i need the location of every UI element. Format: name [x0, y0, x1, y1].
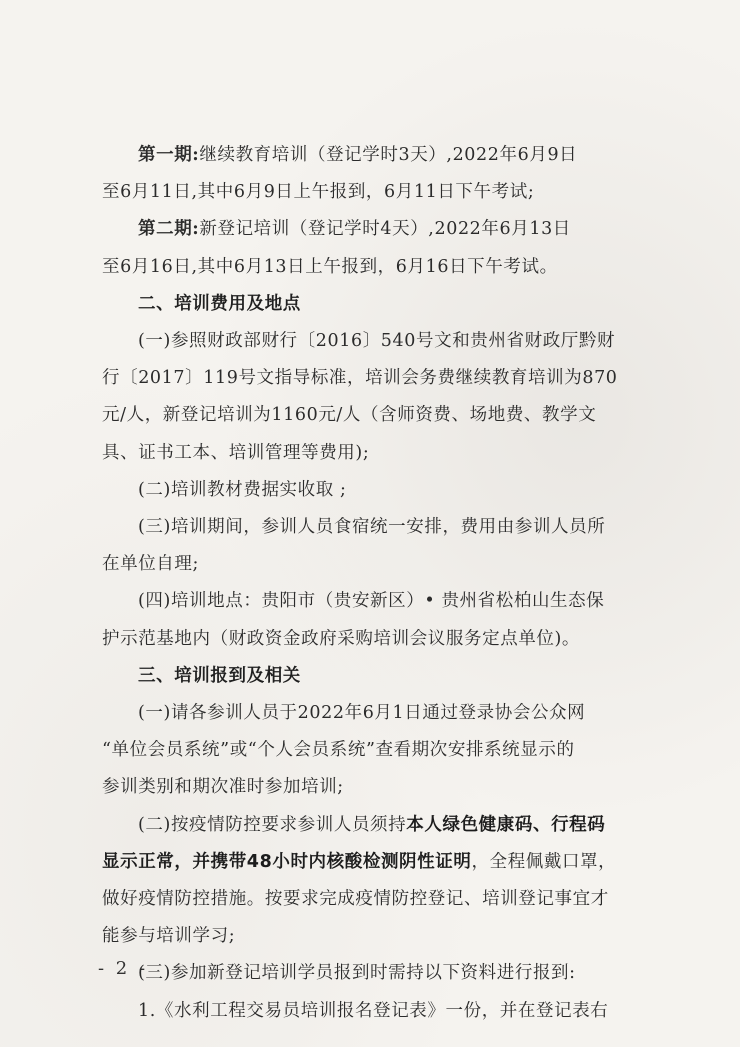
- reg-item-2-line-1: [138, 808, 642, 842]
- fee-item-2: (二)培训教材费据实收取 ;: [138, 479, 347, 500]
- fee-item-3-line-2: 在单位自理;: [102, 554, 199, 575]
- section-3-heading: 三、培训报到及相关: [138, 665, 301, 686]
- period-2-label: 第二期:: [138, 219, 200, 240]
- period-1-text: 继续教育培训（登记学时3天）,2022年6月9日: [199, 145, 578, 165]
- period-1-label: 第一期:: [138, 145, 200, 165]
- fee-item-1-line-2: 行〔2017〕119号文指导标准，培训会务费继续教育培训为870: [102, 368, 618, 389]
- period-1-line-1: [138, 138, 642, 172]
- fee-item-4-line-1: (四)培训地点：贵阳市（贵安新区）• 贵州省松柏山生态保: [138, 591, 605, 612]
- reg-item-2-line-2: [102, 845, 642, 879]
- period-2-text: 新登记培训（登记学时4天）,2022年6月13日: [199, 219, 571, 240]
- reg-item-2-line-4: 能参与培训学习;: [102, 926, 236, 947]
- fee-item-1-line-3: 元/人，新登记培训为1160元/人（含师资费、场地费、教学文: [102, 405, 597, 426]
- reg-item-1-line-1: (一)请各参训人员于2022年6月1日通过登录协会公众网: [138, 703, 586, 723]
- material-item-1-line-1: 1.《水利工程交易员培训报名登记表》一份，并在登记表右: [138, 1000, 609, 1021]
- period-2-line-1: [138, 212, 642, 246]
- fee-item-4-line-2: 护示范基地内（财政资金政府采购培训会议服务定点单位)。: [102, 628, 581, 649]
- period-2-line-2: 至6月16日,其中6月13日上午报到，6月16日下午考试。: [102, 256, 558, 277]
- reg-item-3-line-1: (三)参加新登记培训学员报到时需持以下资料进行报到:: [138, 963, 576, 984]
- reg-item-2-line-3: 做好疫情防控措施。按要求完成疫情防控登记、培训登记事宜才: [102, 889, 609, 909]
- reg-item-2-pre: (二)按疫情防控要求参训人员须持: [138, 814, 407, 835]
- period-1-line-2: 至6月11日,其中6月9日上午报到，6月11日下午考试;: [102, 182, 535, 203]
- reg-item-2-emphasis-1: 本人绿色健康码、行程码: [406, 814, 606, 835]
- page-number: - 2 -: [98, 958, 149, 979]
- fee-item-1-line-1: (一)参照财政部财行〔2016〕540号文和贵州省财政厅黔财: [138, 331, 616, 351]
- section-2-heading: 二、培训费用及地点: [138, 293, 301, 314]
- reg-item-1-line-2: “单位会员系统”或“个人会员系统”查看期次安排系统显示的: [102, 740, 575, 761]
- fee-item-3-line-1: (三)培训期间，参训人员食宿统一安排，费用由参训人员所: [138, 517, 606, 537]
- reg-item-1-line-3: 参训类别和期次准时参加培训;: [102, 777, 344, 798]
- reg-item-2-emphasis-2: 显示正常，并携带48小时内核酸检测阴性证明: [102, 851, 472, 872]
- fee-item-1-line-4: 具、证书工本、培训管理等费用);: [102, 442, 370, 463]
- reg-item-2-post: ，全程佩戴口罩，: [471, 851, 617, 872]
